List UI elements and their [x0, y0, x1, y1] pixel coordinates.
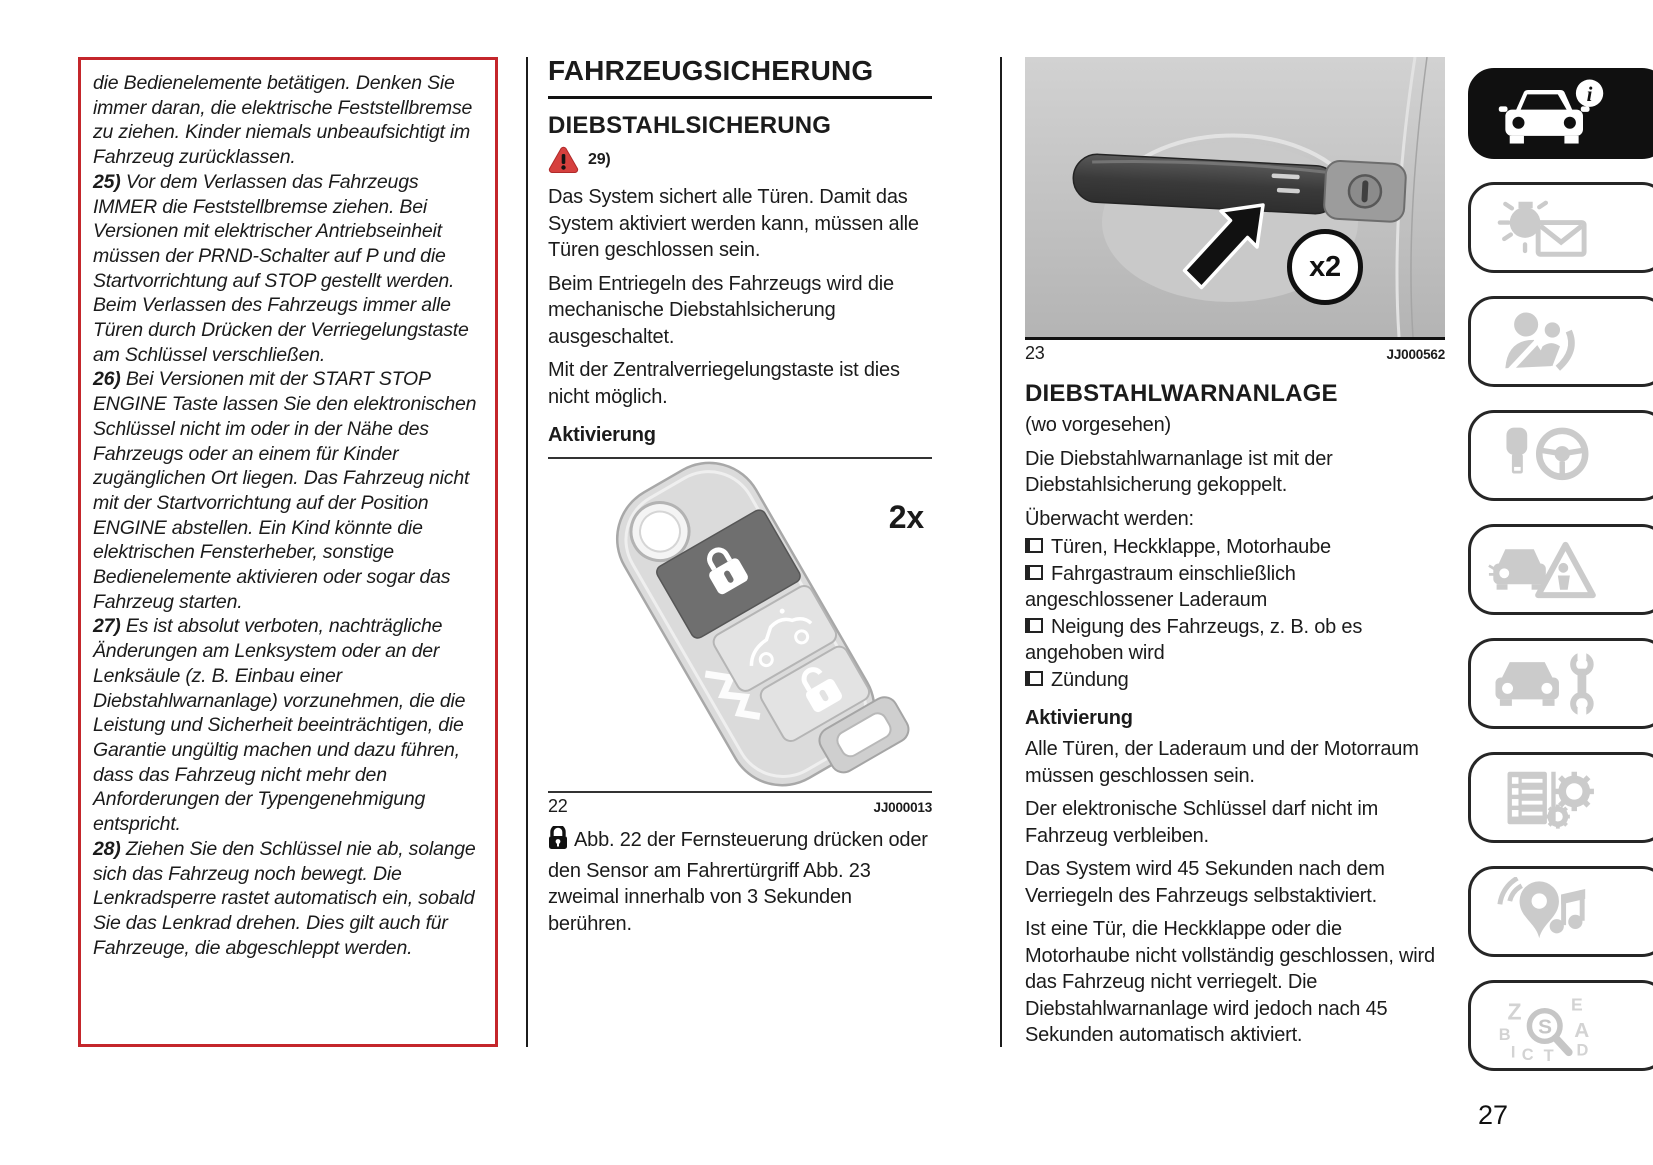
multimedia-icon [1484, 877, 1612, 947]
bullet-item: Fahrgastraum einschließlich angeschlossener Laderaum [1025, 562, 1296, 611]
square-bullet-icon [1025, 538, 1043, 553]
car-service-wrench-icon [1484, 649, 1612, 719]
sidebar-tab-technical-data[interactable] [1468, 752, 1653, 843]
sidebar-tab-emergency[interactable] [1468, 524, 1653, 615]
svg-text:Z: Z [1507, 997, 1522, 1024]
paragraph: Mit der Zentralverriegelungstaste ist dies nicht möglich. [548, 359, 900, 408]
svg-text:A: A [1574, 1018, 1590, 1042]
middle-column [548, 55, 932, 944]
square-bullet-icon [1025, 565, 1043, 580]
chapter-tab-strip [1468, 68, 1653, 1071]
svg-text:B: B [1498, 1025, 1511, 1044]
bullet-item: Neigung des Fahrzeugs, z. B. ob es angehoben wird [1025, 615, 1363, 664]
svg-text:D: D [1576, 1041, 1589, 1060]
page-number: 27 [1478, 1100, 1509, 1130]
figure-caption [548, 796, 932, 817]
alphabetical-index-icon [1484, 991, 1612, 1061]
warning-reference [548, 146, 932, 174]
square-bullet-icon [1025, 671, 1043, 686]
touch-twice-badge: x2 [1287, 229, 1363, 305]
figure-door-handle [1025, 57, 1445, 340]
key-fob-illustration [548, 459, 932, 789]
sidebar-tab-multimedia[interactable] [1468, 866, 1653, 957]
sidebar-tab-warning-lights[interactable] [1468, 182, 1653, 273]
sidebar-tab-starting-driving[interactable] [1468, 410, 1653, 501]
page-title: FAHRZEUGSICHERUNG [548, 55, 932, 99]
sidebar-tab-index[interactable] [1468, 980, 1653, 1071]
paragraph: Beim Entriegeln des Fahrzeugs wird die mechanische Diebstahlsicherung ausgeschaltet. [548, 272, 894, 348]
svg-text:S: S [1538, 1015, 1553, 1039]
figure-code: JJ000013 [873, 800, 932, 815]
svg-text:E: E [1570, 994, 1583, 1015]
safety-seatbelt-icon [1484, 307, 1612, 377]
warning-lights-message-icon [1484, 193, 1612, 263]
vehicle-info-icon [1484, 79, 1612, 149]
availability-note: (wo vorgesehen) [1025, 414, 1171, 436]
warning-notes-box [78, 57, 498, 1047]
warning-item: 26) Bei Versionen mit der START STOP ENGINE Taste lassen Sie den elektronischen Schlüssel nicht im oder in der Nähe des Fahrzeugs oder an einem für Kinder zugänglichen Ort liegen. Das Fahrzeug nicht mit der Startvorrichtung auf der Position ENGINE abstellen. Ein Kind könnte die elektrischen Fensterheber, sonstige Bedienelemente aktivieren oder sogar das Fahrzeug starten. [93, 368, 477, 613]
bullet-item: Zündung [1025, 667, 1445, 694]
warning-item: 25) Vor dem Verlassen das Fahrzeugs IMMER die Feststellbremse ziehen. Bei Versionen mit elektrischer Antriebseinheit müssen der PRND-Schalter auf P und die Startvorrichtung auf STOP gestellt werden. Beim Verlassen des Fahrzeugs immer alle Türen durch Drücken der Verriegelungstaste am Schlüssel verschließen. [93, 170, 469, 366]
section-heading: DIEBSTAHLSICHERUNG [548, 112, 832, 139]
paragraph: Überwacht werden: [1025, 507, 1194, 530]
paragraph: Das System sichert alle Türen. Damit das System aktiviert werden kann, müssen alle Türen geschlossen sein. [548, 186, 919, 261]
sidebar-tab-safety[interactable] [1468, 296, 1653, 387]
technical-data-gears-icon [1484, 763, 1612, 833]
svg-text:C: C [1521, 1045, 1534, 1061]
svg-text:I: I [1510, 1043, 1516, 1061]
figure-number: 23 [1025, 343, 1045, 363]
activation-subheading: Aktivierung [548, 424, 656, 446]
note-ref-label: 29) [588, 151, 611, 168]
figure-code: JJ000562 [1386, 347, 1445, 362]
column-divider [526, 57, 528, 1047]
paragraph: Alle Türen, der Laderaum und der Motorraum müssen geschlossen sein. [1025, 738, 1419, 787]
column-divider [1000, 57, 1002, 1047]
lock-instruction-paragraph: Abb. 22 der Fernsteuerung drücken oder den Sensor am Fahrertürgriff Abb. 23 zweimal innerhalb von 3 Sekunden berühren. [548, 826, 932, 937]
bullet-item: Türen, Heckklappe, Motorhaube [1025, 534, 1445, 561]
warning-item: 27) Es ist absolut verboten, nachträgliche Änderungen am Lenksystem oder an der Lenksäule (z. B. Einbau einer Diebstahlwarnanlage) vorzunehmen, die die Leistung und Sicherheit beeinträchtigen, die Garantie ungültig machen und dazu führen, dass das Fahrzeug nicht mehr den Anforderungen der Typengenehmigung entspricht. [93, 615, 466, 836]
paragraph: Das System wird 45 Sekunden nach dem Verriegeln des Fahrzeugs selbstaktiviert. [1025, 858, 1385, 907]
lock-icon [548, 826, 568, 858]
section-heading: DIEBSTAHLWARNANLAGE [1025, 380, 1338, 407]
svg-text:i: i [1586, 82, 1593, 106]
figure-number: 22 [548, 796, 568, 816]
paragraph: Die Diebstahlwarnanlage ist mit der Diebstahlsicherung gekoppelt. [1025, 447, 1333, 496]
emergency-warning-triangle-icon [1484, 535, 1612, 605]
figure-key-fob [548, 457, 932, 793]
square-bullet-icon [1025, 618, 1043, 633]
paragraph: Ist eine Tür, die Heckklappe oder die Motorhaube nicht vollständig geschlossen, wird das Fahrzeug nicht verriegelt. Die Diebstahlwarnanlage wird jedoch nach 45 Sekunden automatisch aktiviert. [1025, 918, 1435, 1046]
figure-caption [1025, 343, 1445, 364]
sidebar-tab-vehicle-info[interactable] [1468, 68, 1653, 159]
press-twice-label: 2x [888, 499, 924, 535]
paragraph: Der elektronische Schlüssel darf nicht im Fahrzeug verbleiben. [1025, 798, 1379, 847]
warning-triangle-icon [548, 146, 579, 174]
door-handle-photo [1025, 57, 1445, 337]
activation-subheading: Aktivierung [1025, 707, 1133, 729]
key-steering-wheel-icon [1484, 421, 1612, 491]
warning-item: 28) Ziehen Sie den Schlüssel nie ab, solange sich das Fahrzeug noch bewegt. Die Lenkradsperre rastet automatisch ein, sobald Sie das Lenkrad drehen. Dies gilt auch für Fahrzeuge, die abgeschleppt werden. [93, 837, 476, 959]
right-column [1025, 57, 1445, 1056]
svg-text:T: T [1543, 1046, 1554, 1061]
warning-item: die Bedienelemente betätigen. Denken Sie immer daran, die elektrische Feststellbremse zu ziehen. Kinder niemals unbeaufsichtigt im Fahrzeug zurücklassen. [93, 72, 473, 169]
sidebar-tab-maintenance[interactable] [1468, 638, 1653, 729]
